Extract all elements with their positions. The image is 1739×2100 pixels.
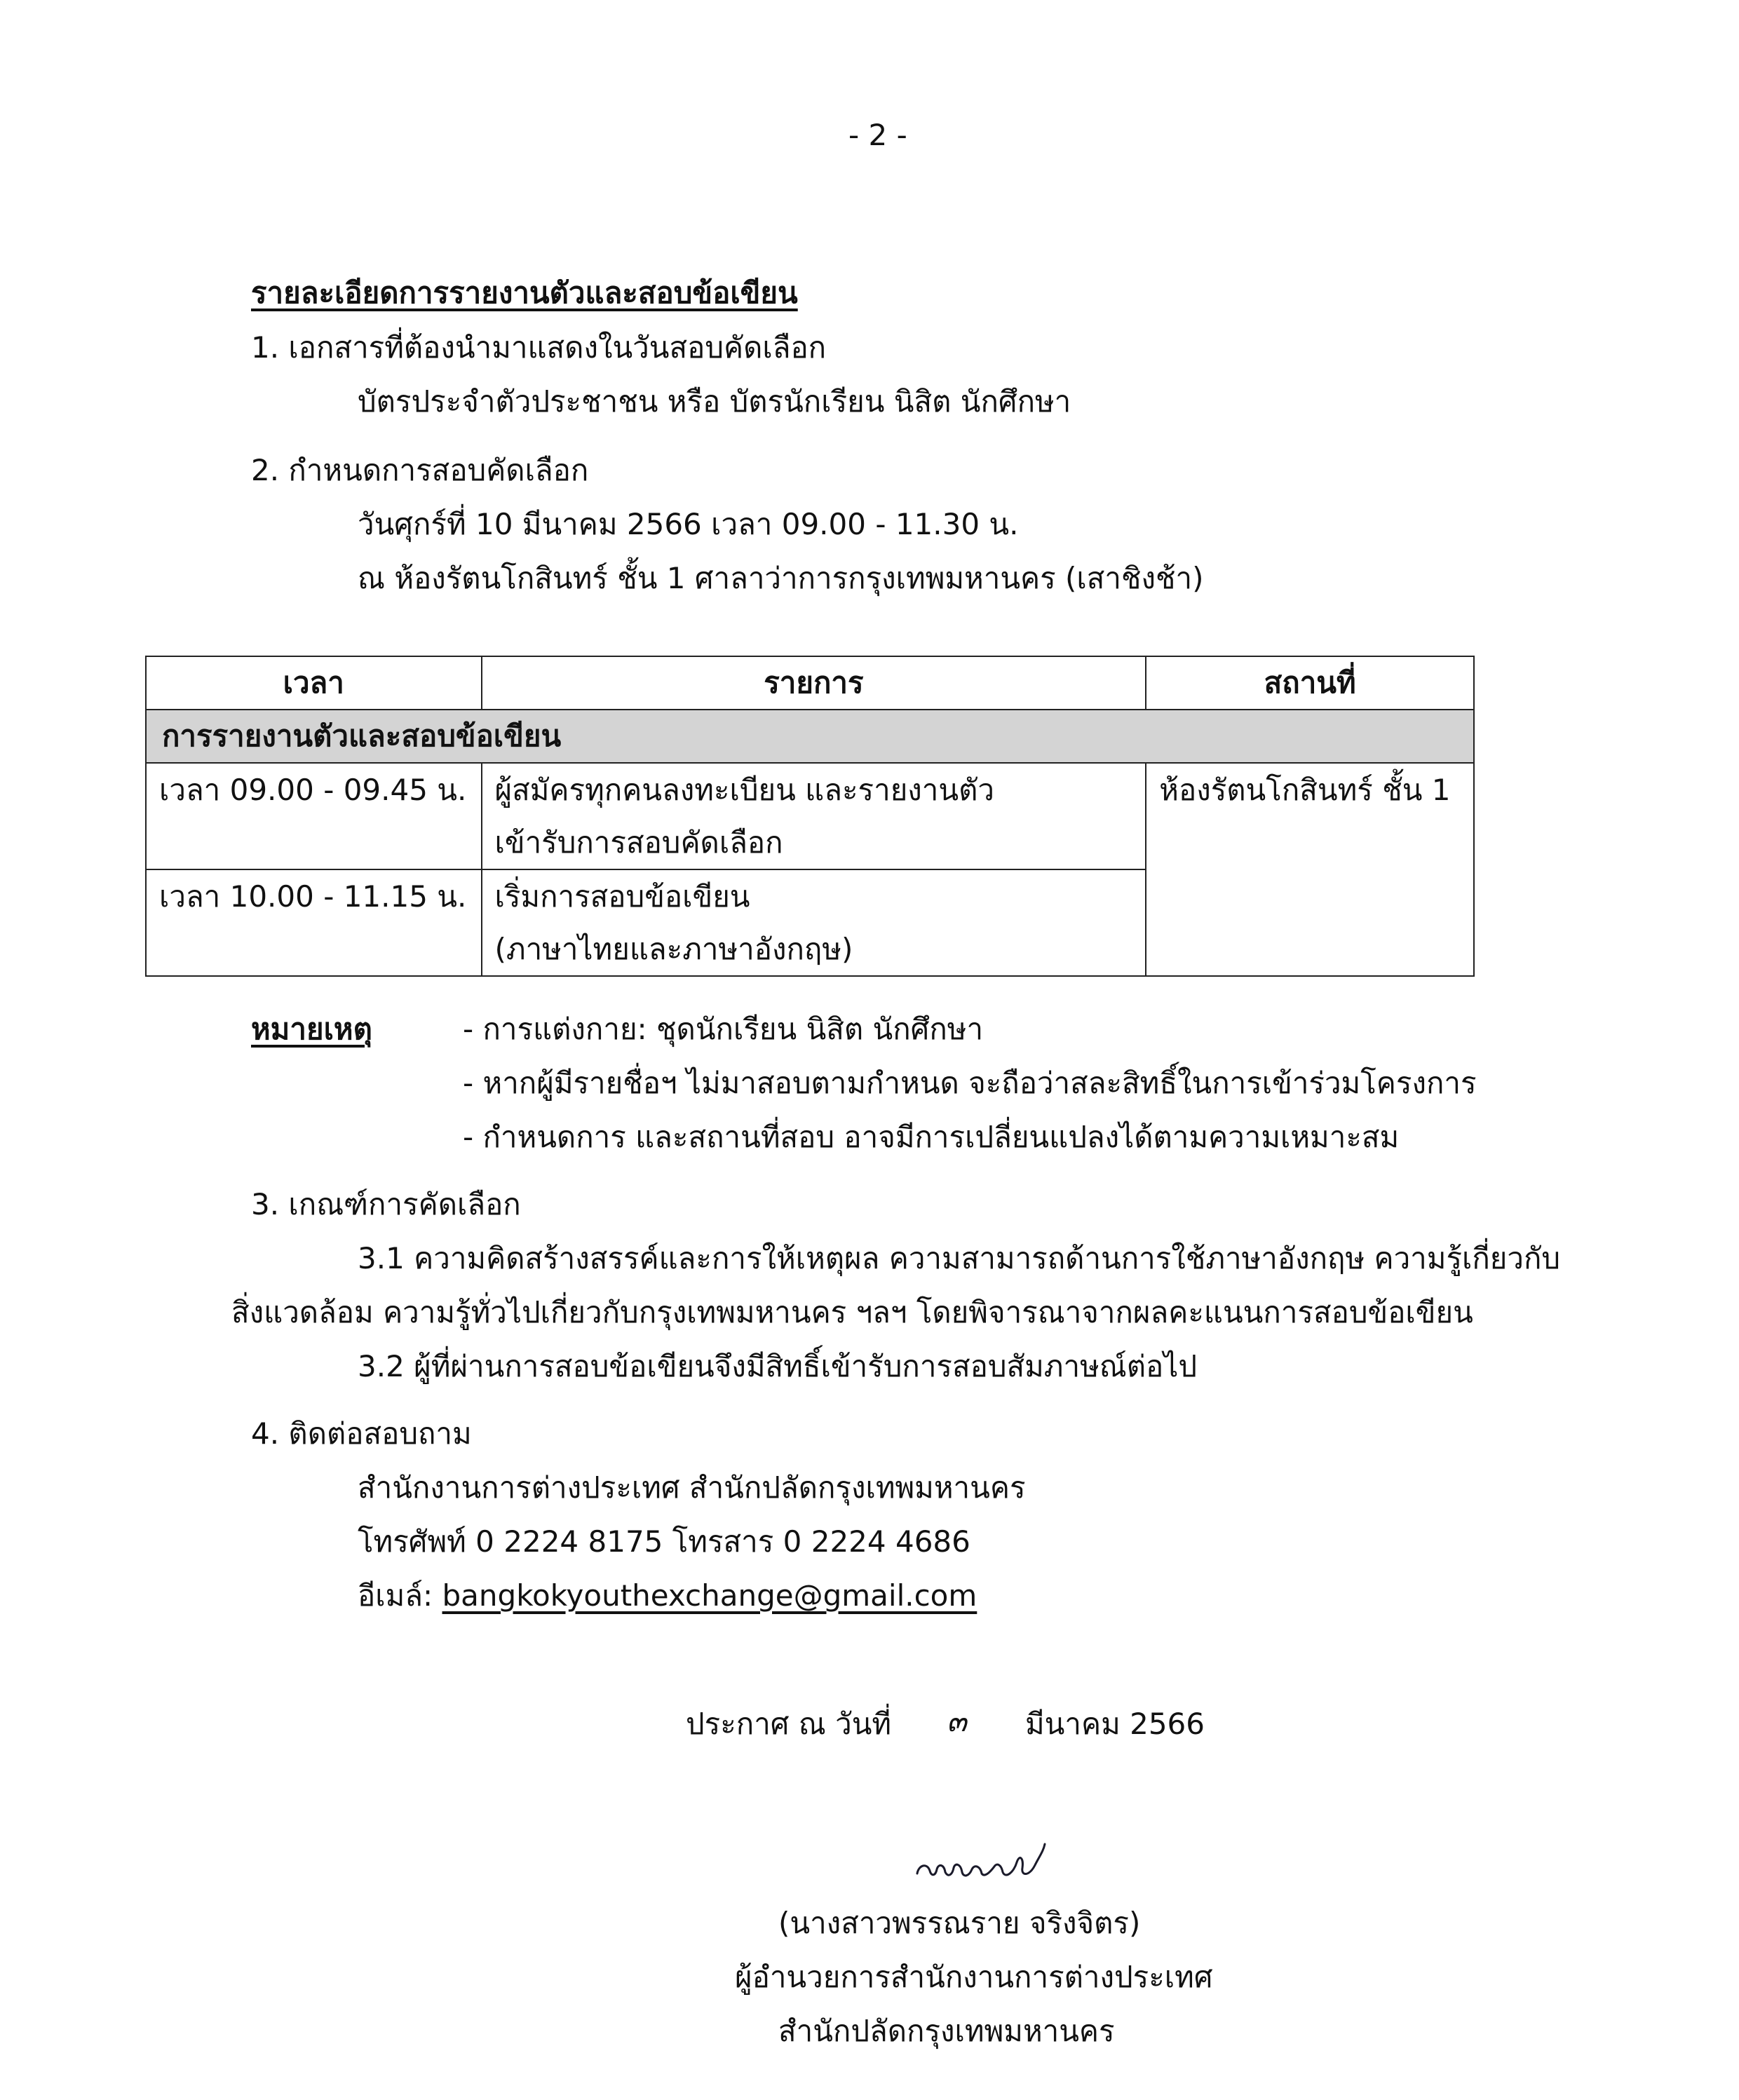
note-item: - การแต่งกาย: ชุดนักเรียน นิสิต นักศึกษา [463, 1012, 984, 1046]
section-2-venue: ณ ห้องรัตนโกสินทร์ ชั้น 1 ศาลาว่าการกรุงเทพมหานคร (เสาชิงช้า) [358, 561, 1204, 595]
contact-phone: โทรศัพท์ 0 2224 8175 โทรสาร 0 2224 4686 [358, 1524, 970, 1559]
section-1-title: 1. เอกสารที่ต้องนำมาแสดงในวันสอบคัดเลือก [251, 330, 827, 365]
header-item: รายการ [482, 656, 1146, 710]
row-place: ห้องรัตนโกสินทร์ ชั้น 1 [1146, 763, 1474, 976]
signatory-name: (นางสาวพรรณราย จริงจิตร) [778, 1906, 1141, 1940]
signature-image [912, 1837, 1080, 1893]
page-number: - 2 - [848, 118, 907, 152]
contact-email-line [358, 1578, 977, 1613]
announcement-month-year: มีนาคม 2566 [1025, 1707, 1205, 1741]
announcement-prefix: ประกาศ ณ วันที่ [686, 1707, 892, 1741]
section-2-date: วันศุกร์ที่ 10 มีนาคม 2566 เวลา 09.00 - 11.30 น. [358, 507, 1019, 541]
signatory-office: สำนักปลัดกรุงเทพมหานคร [778, 2014, 1115, 2048]
row-time: เวลา 10.00 - 11.15 น. [146, 869, 482, 976]
section-4-title: 4. ติดต่อสอบถาม [251, 1416, 472, 1451]
row-item: ผู้สมัครทุกคนลงทะเบียน และรายงานตัว เข้ารับการสอบคัดเลือก [482, 763, 1146, 869]
schedule-table [145, 656, 1475, 977]
row-item: เริ่มการสอบข้อเขียน (ภาษาไทยและภาษาอังกฤษ) [482, 869, 1146, 976]
section-3-paragraph-1b: สิ่งแวดล้อม ความรู้ทั่วไปเกี่ยวกับกรุงเทพมหานคร ฯลฯ โดยพิจารณาจากผลคะแนนการสอบข้อเขียน [231, 1295, 1473, 1329]
note-item: - หากผู้มีรายชื่อฯ ไม่มาสอบตามกำหนด จะถือว่าสละสิทธิ์ในการเข้าร่วมโครงการ [463, 1066, 1477, 1100]
table-row [146, 763, 1474, 869]
band-label: การรายงานตัวและสอบข้อเขียน [146, 710, 1474, 763]
email-link[interactable]: bangkokyouthexchange@gmail.com [442, 1578, 977, 1613]
table-section-band [146, 710, 1474, 763]
row-time: เวลา 09.00 - 09.45 น. [146, 763, 482, 869]
table-header-row [146, 656, 1474, 710]
contact-office: สำนักงานการต่างประเทศ สำนักปลัดกรุงเทพมหานคร [358, 1470, 1026, 1505]
email-label: อีเมล์: [358, 1578, 442, 1613]
header-time: เวลา [146, 656, 482, 710]
section-1-line: บัตรประจำตัวประชาชน หรือ บัตรนักเรียน นิสิต นักศึกษา [358, 384, 1071, 419]
section-3-paragraph-1a: 3.1 ความคิดสร้างสรรค์และการให้เหตุผล ความสามารถด้านการใช้ภาษาอังกฤษ ความรู้เกี่ยวกับ [358, 1241, 1561, 1275]
section-3-title: 3. เกณฑ์การคัดเลือก [251, 1187, 521, 1221]
signatory-position: ผู้อำนวยการสำนักงานการต่างประเทศ [735, 1960, 1213, 1994]
notes-label: หมายเหตุ [251, 1012, 372, 1046]
announcement-day: ๓ [947, 1704, 967, 1738]
section-2-title: 2. กำหนดการสอบคัดเลือก [251, 453, 589, 487]
section-3-paragraph-2: 3.2 ผู้ที่ผ่านการสอบข้อเขียนจึงมีสิทธิ์เข้ารับการสอบสัมภาษณ์ต่อไป [358, 1349, 1197, 1383]
header-place: สถานที่ [1146, 656, 1474, 710]
document-heading: รายละเอียดการรายงานตัวและสอบข้อเขียน [251, 276, 798, 310]
note-item: - กำหนดการ และสถานที่สอบ อาจมีการเปลี่ยนแปลงได้ตามความเหมาะสม [463, 1120, 1400, 1154]
